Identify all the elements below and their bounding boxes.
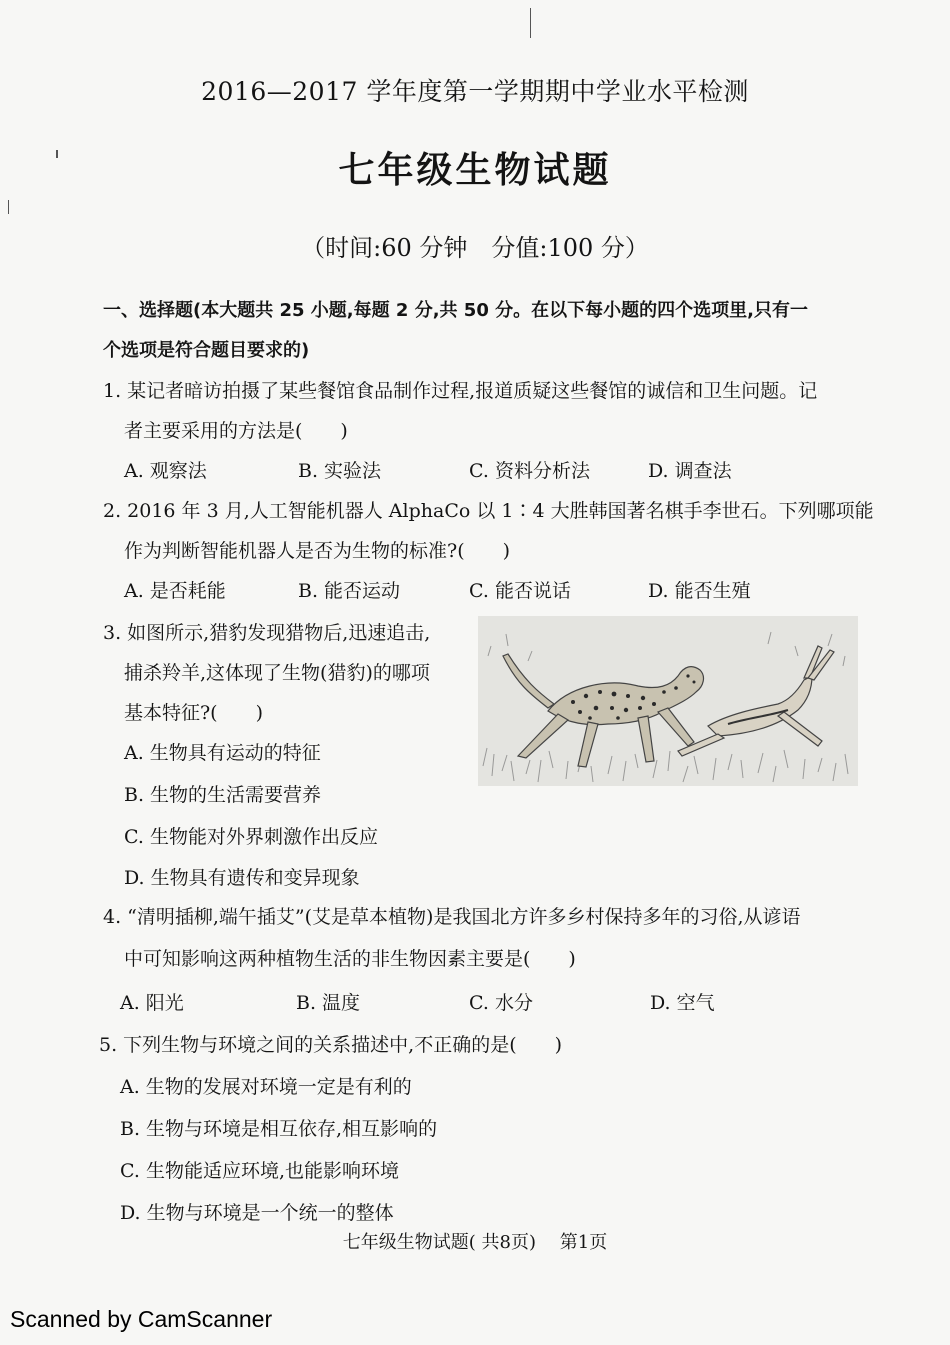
question-3-option-c: C. 生物能对外界刺激作出反应: [124, 826, 378, 848]
question-1-option-d: D. 调查法: [648, 460, 732, 482]
question-5-option-b: B. 生物与环境是相互依存,相互影响的: [120, 1118, 438, 1140]
question-2-option-c: C. 能否说话: [469, 580, 571, 602]
question-3-line-1: 3. 如图所示,猎豹发现猎物后,迅速追击,: [103, 622, 431, 644]
question-1-line-1: 1. 某记者暗访拍摄了某些餐馆食品制作过程,报道质疑这些餐馆的诚信和卫生问题。记: [103, 380, 818, 402]
section-heading-line-2: 个选项是符合题目要求的): [103, 340, 310, 361]
question-2-line-2: 作为判断智能机器人是否为生物的标准?( ): [124, 540, 511, 562]
question-5-option-d: D. 生物与环境是一个统一的整体: [120, 1202, 394, 1224]
question-4-line-1: 4. “清明插柳,端午插艾”(艾是草本植物)是我国北方许多乡村保持多年的习俗,从谚语: [103, 906, 801, 928]
question-1-line-2: 者主要采用的方法是( ): [124, 420, 348, 442]
question-3-line-2: 捕杀羚羊,这体现了生物(猎豹)的哪项: [124, 662, 430, 684]
question-3-line-3: 基本特征?( ): [124, 702, 264, 724]
scan-speck: [56, 150, 58, 158]
question-1-option-b: B. 实验法: [298, 460, 382, 482]
question-3-option-b: B. 生物的生活需要营养: [124, 784, 322, 806]
question-1-option-c: C. 资料分析法: [469, 460, 590, 482]
question-5-option-c: C. 生物能适应环境,也能影响环境: [120, 1160, 399, 1182]
question-2-option-d: D. 能否生殖: [648, 580, 751, 602]
section-heading-line-1: 一、选择题(本大题共 25 小题,每题 2 分,共 50 分。在以下每小题的四个选项里,只有一: [103, 300, 808, 321]
scan-speck: [530, 8, 531, 38]
question-3-option-a: A. 生物具有运动的特征: [124, 742, 321, 764]
question-4-option-c: C. 水分: [469, 992, 533, 1014]
exam-term-heading: 2016—2017 学年度第一学期期中学业水平检测: [201, 77, 749, 106]
cheetah-chase-photo: [478, 616, 858, 786]
scanner-watermark: Scanned by CamScanner: [10, 1306, 273, 1332]
question-2-line-1: 2. 2016 年 3 月,人工智能机器人 AlphaCo 以 1∶4 大胜韩国著名棋手李世石。下列哪项能: [103, 500, 874, 522]
question-4-option-b: B. 温度: [296, 992, 361, 1014]
question-4-line-2: 中可知影响这两种植物生活的非生物因素主要是( ): [124, 948, 576, 970]
question-2-option-a: A. 是否耗能: [124, 580, 226, 602]
question-4-option-a: A. 阳光: [120, 992, 184, 1014]
question-1-option-a: A. 观察法: [124, 460, 207, 482]
question-5-line-1: 5. 下列生物与环境之间的关系描述中,不正确的是( ): [99, 1034, 563, 1056]
page-title: 七年级生物试题: [338, 149, 612, 191]
question-3-option-d: D. 生物具有遗传和变异现象: [124, 867, 360, 889]
time-score-line: （时间:60 分钟 分值:100 分）: [301, 234, 649, 262]
question-5-option-a: A. 生物的发展对环境一定是有利的: [120, 1076, 412, 1098]
scan-speck: [8, 200, 9, 214]
question-2-option-b: B. 能否运动: [298, 580, 401, 602]
question-4-option-d: D. 空气: [650, 992, 715, 1014]
page-footer: 七年级生物试题( 共8页) 第1页: [342, 1232, 608, 1253]
